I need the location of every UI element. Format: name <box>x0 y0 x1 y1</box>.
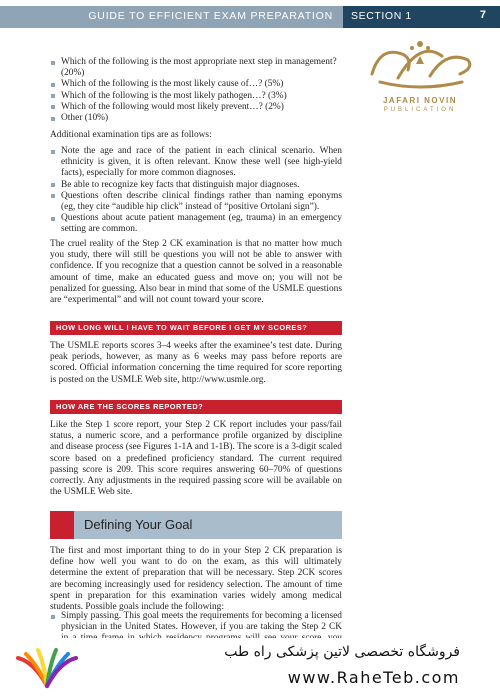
goal-title: Defining Your Goal <box>84 517 193 532</box>
list-item: Simply passing. This goal meets the requirements for becoming a licensed physician in the United States. However, if you are taking the Step 2 CK <box>50 611 342 656</box>
reality-paragraph: The cruel reality of the Step 2 CK examination is that no matter how much you study, there will still be questions you will not be able to answer with confidence. If you recognize that a question cannot be solved in a reasonable amount of time, make an educated guess and move on; you will not be penalized for guessing. Also bear in mind that some of the USMLE questions are “experimental” and will not count toward your score. <box>50 239 342 306</box>
reported-paragraph: Like the Step 1 score report, your Step 2 CK report includes your pass/fail status, a numeric score, and a performance profile organized by discipline and disease process (see Figures 1-1A and 1-1B). The score is a 3-digit scaled score based on a predefined proficiency standard. The current required passing score is 209. This score requires answering 60–70% of questions correctly. Any adjustments in the required passing score will be available on the USMLE Web site. <box>50 420 342 498</box>
list-item: Be able to recognize key facts that distinguish major diagnoses. <box>50 180 342 191</box>
logo-emblem-icon <box>350 34 490 96</box>
logo-subtitle: PUBLICATION <box>383 107 457 113</box>
goal-paragraph: The first and most important thing to do in your Step 2 CK preparation is define how well you want to do on the exam, as this will ultimately determine the extent of preparation that will be necessary. Step 2CK scores are becoming increasingly used for residency selection. The amount of time spent in preparation for this examination varies widely among medical students. Possible goals include the following: <box>50 546 342 613</box>
section-heading-reported <box>50 400 342 414</box>
tips-block <box>50 146 342 236</box>
list-item: Which of the following is the most likely pathogen…? (3%) <box>50 91 340 102</box>
section-label: SECTION 1 <box>351 10 412 22</box>
section-heading-text: HOW ARE THE SCORES REPORTED? <box>56 402 204 411</box>
section-heading-wait <box>50 321 342 335</box>
list-item: Note the age and race of the patient in each clinical scenario. When ethnicity is given, it is often relevant. Know these well (see high-yield facts), especially for more common diagnoses. <box>50 146 342 180</box>
list-item: Other (10%) <box>50 113 340 124</box>
question-types-block <box>50 57 340 124</box>
question-types-list <box>50 57 340 124</box>
store-url[interactable]: www.RaheTeb.com <box>287 668 460 687</box>
section-heading-text: HOW LONG WILL I HAVE TO WAIT BEFORE I GET MY SCORES? <box>56 323 308 332</box>
list-item: Questions often describe clinical findings rather than naming eponyms (eg, they cite “audible hip click” instead of “positive Ortolani sign”). <box>50 191 342 213</box>
tips-list <box>50 146 342 236</box>
goal-heading <box>50 511 342 539</box>
wait-paragraph: The USMLE reports scores 3–4 weeks after the examinee’s test date. During peak periods, however, as many as 6 weeks may pass before reports are scored. Official information concerning the time required for score reporting is posted on the USMLE Web site, http://www.usmle.org. <box>50 341 342 385</box>
running-title: GUIDE TO EFFICIENT EXAM PREPARATION <box>88 10 333 22</box>
header-title-band <box>0 6 343 28</box>
page-number: 7 <box>479 9 486 21</box>
rainbow-book-icon <box>12 644 82 694</box>
list-item: Which of the following is the most likely cause of…? (5%) <box>50 79 340 90</box>
logo-name: JAFARI NOVIN <box>382 96 457 105</box>
list-item: Which of the following is the most appropriate next step in management? (20%) <box>50 57 340 79</box>
goal-accent-block <box>50 511 74 539</box>
store-text: فروشگاه تخصصی لاتین پزشکی راه طب <box>224 644 460 660</box>
header-section-band <box>343 6 500 28</box>
tips-intro: Additional examination tips are as follows: <box>50 130 212 140</box>
publisher-logo <box>350 34 490 126</box>
list-item: Questions about acute patient management (eg, trauma) in an emergency setting are common. <box>50 213 342 235</box>
list-item: Which of the following would most likely prevent…? (2%) <box>50 102 340 113</box>
footer-banner[interactable] <box>0 638 500 700</box>
